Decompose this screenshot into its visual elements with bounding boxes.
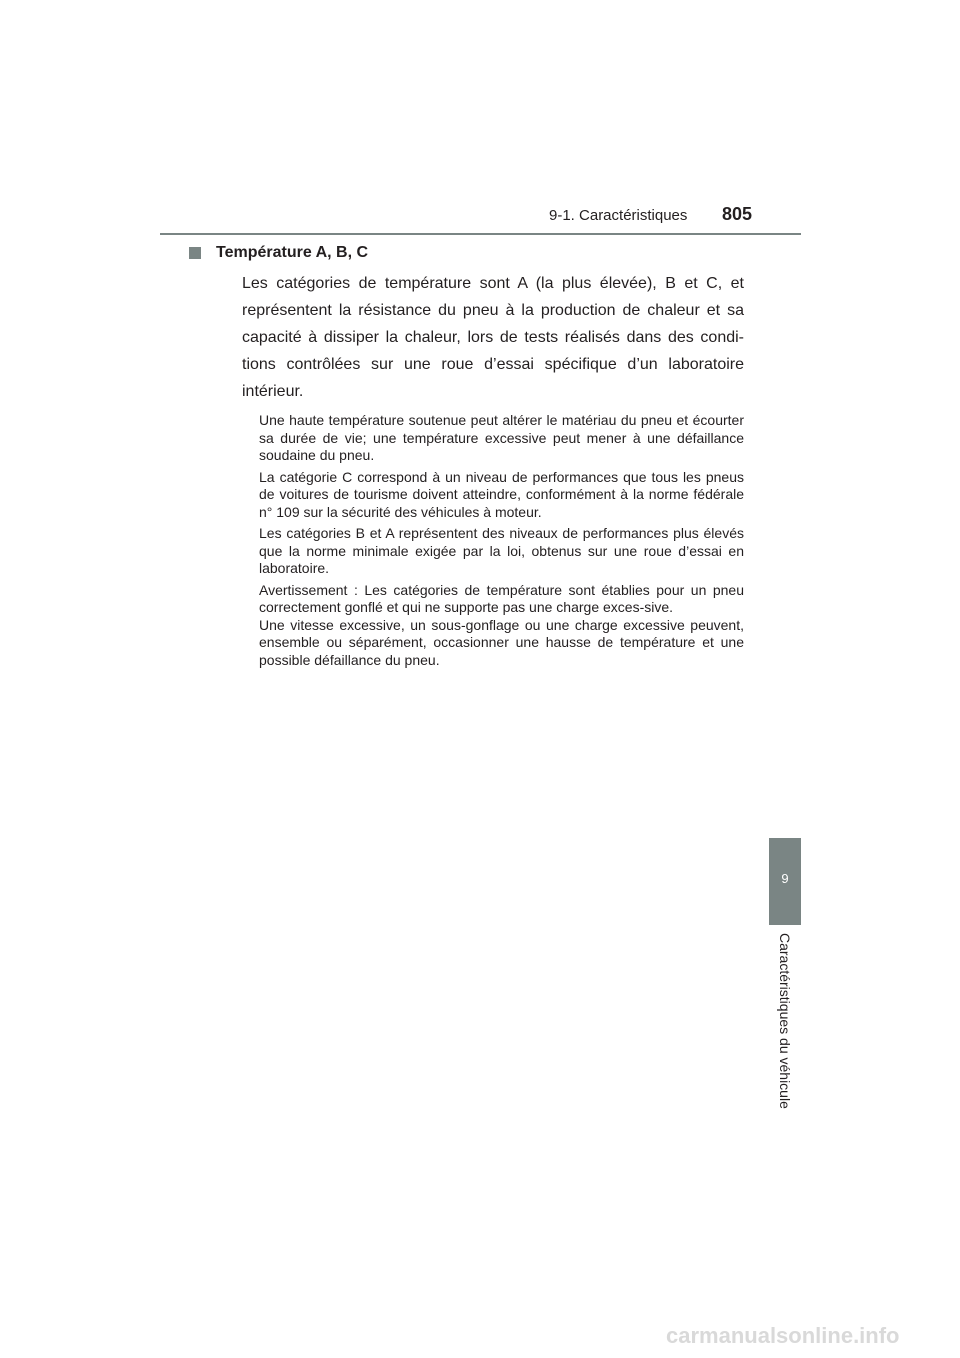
main-content bbox=[216, 242, 744, 673]
chapter-title: Caractéristiques du véhicule bbox=[777, 933, 793, 1109]
note-paragraph: La catégorie C correspond à un niveau de performances que tous les pneus de voitures de tourisme doivent atteindre, conformément à la norme fédérale n° 109 sur la sécurité des véhicules à moteur. bbox=[259, 468, 744, 520]
header-divider bbox=[160, 233, 801, 235]
note-paragraph: Une haute température soutenue peut altérer le matériau du pneu et écourter sa durée de vie; une température excessive peut mener à une défaillance soudaine du pneu. bbox=[259, 412, 744, 463]
lead-paragraph: Les catégories de température sont A (la plus élevée), B et C, et représentent la résistance du pneu à la production de chaleur et sa capacité à dissiper la chaleur, lors de tests réalisés dans des condi-tions contrôlées sur une roue d’essai spécifique d’un laboratoire intérieur. bbox=[242, 275, 744, 400]
chapter-tab bbox=[769, 838, 801, 925]
chapter-number: 9 bbox=[781, 871, 789, 886]
section-heading-text: Température A, B, C bbox=[216, 244, 369, 261]
note-paragraph: Les catégories B et A représentent des niveaux de performances plus élevés que la norme minimale exigée par la loi, obtenus sur une roue d’essai en laboratoire. bbox=[259, 525, 744, 576]
square-bullet-icon bbox=[189, 247, 201, 259]
page-number: 805 bbox=[722, 204, 753, 224]
section-title: 9-1. Caractéristiques bbox=[549, 207, 688, 224]
note-paragraph: Avertissement : Les catégories de température sont établies pour un pneu correctement gonflé et qui ne supporte pas une charge exces-sive. bbox=[259, 581, 744, 615]
watermark-text: carmanualsonline.info bbox=[666, 1323, 900, 1348]
note-paragraph: Une vitesse excessive, un sous-gonflage ou une charge excessive peuvent, ensemble ou séparément, occasionner une hausse de température et une possible défaillance du pneu. bbox=[259, 616, 744, 668]
section-heading bbox=[189, 242, 744, 264]
notes-block bbox=[259, 412, 744, 669]
